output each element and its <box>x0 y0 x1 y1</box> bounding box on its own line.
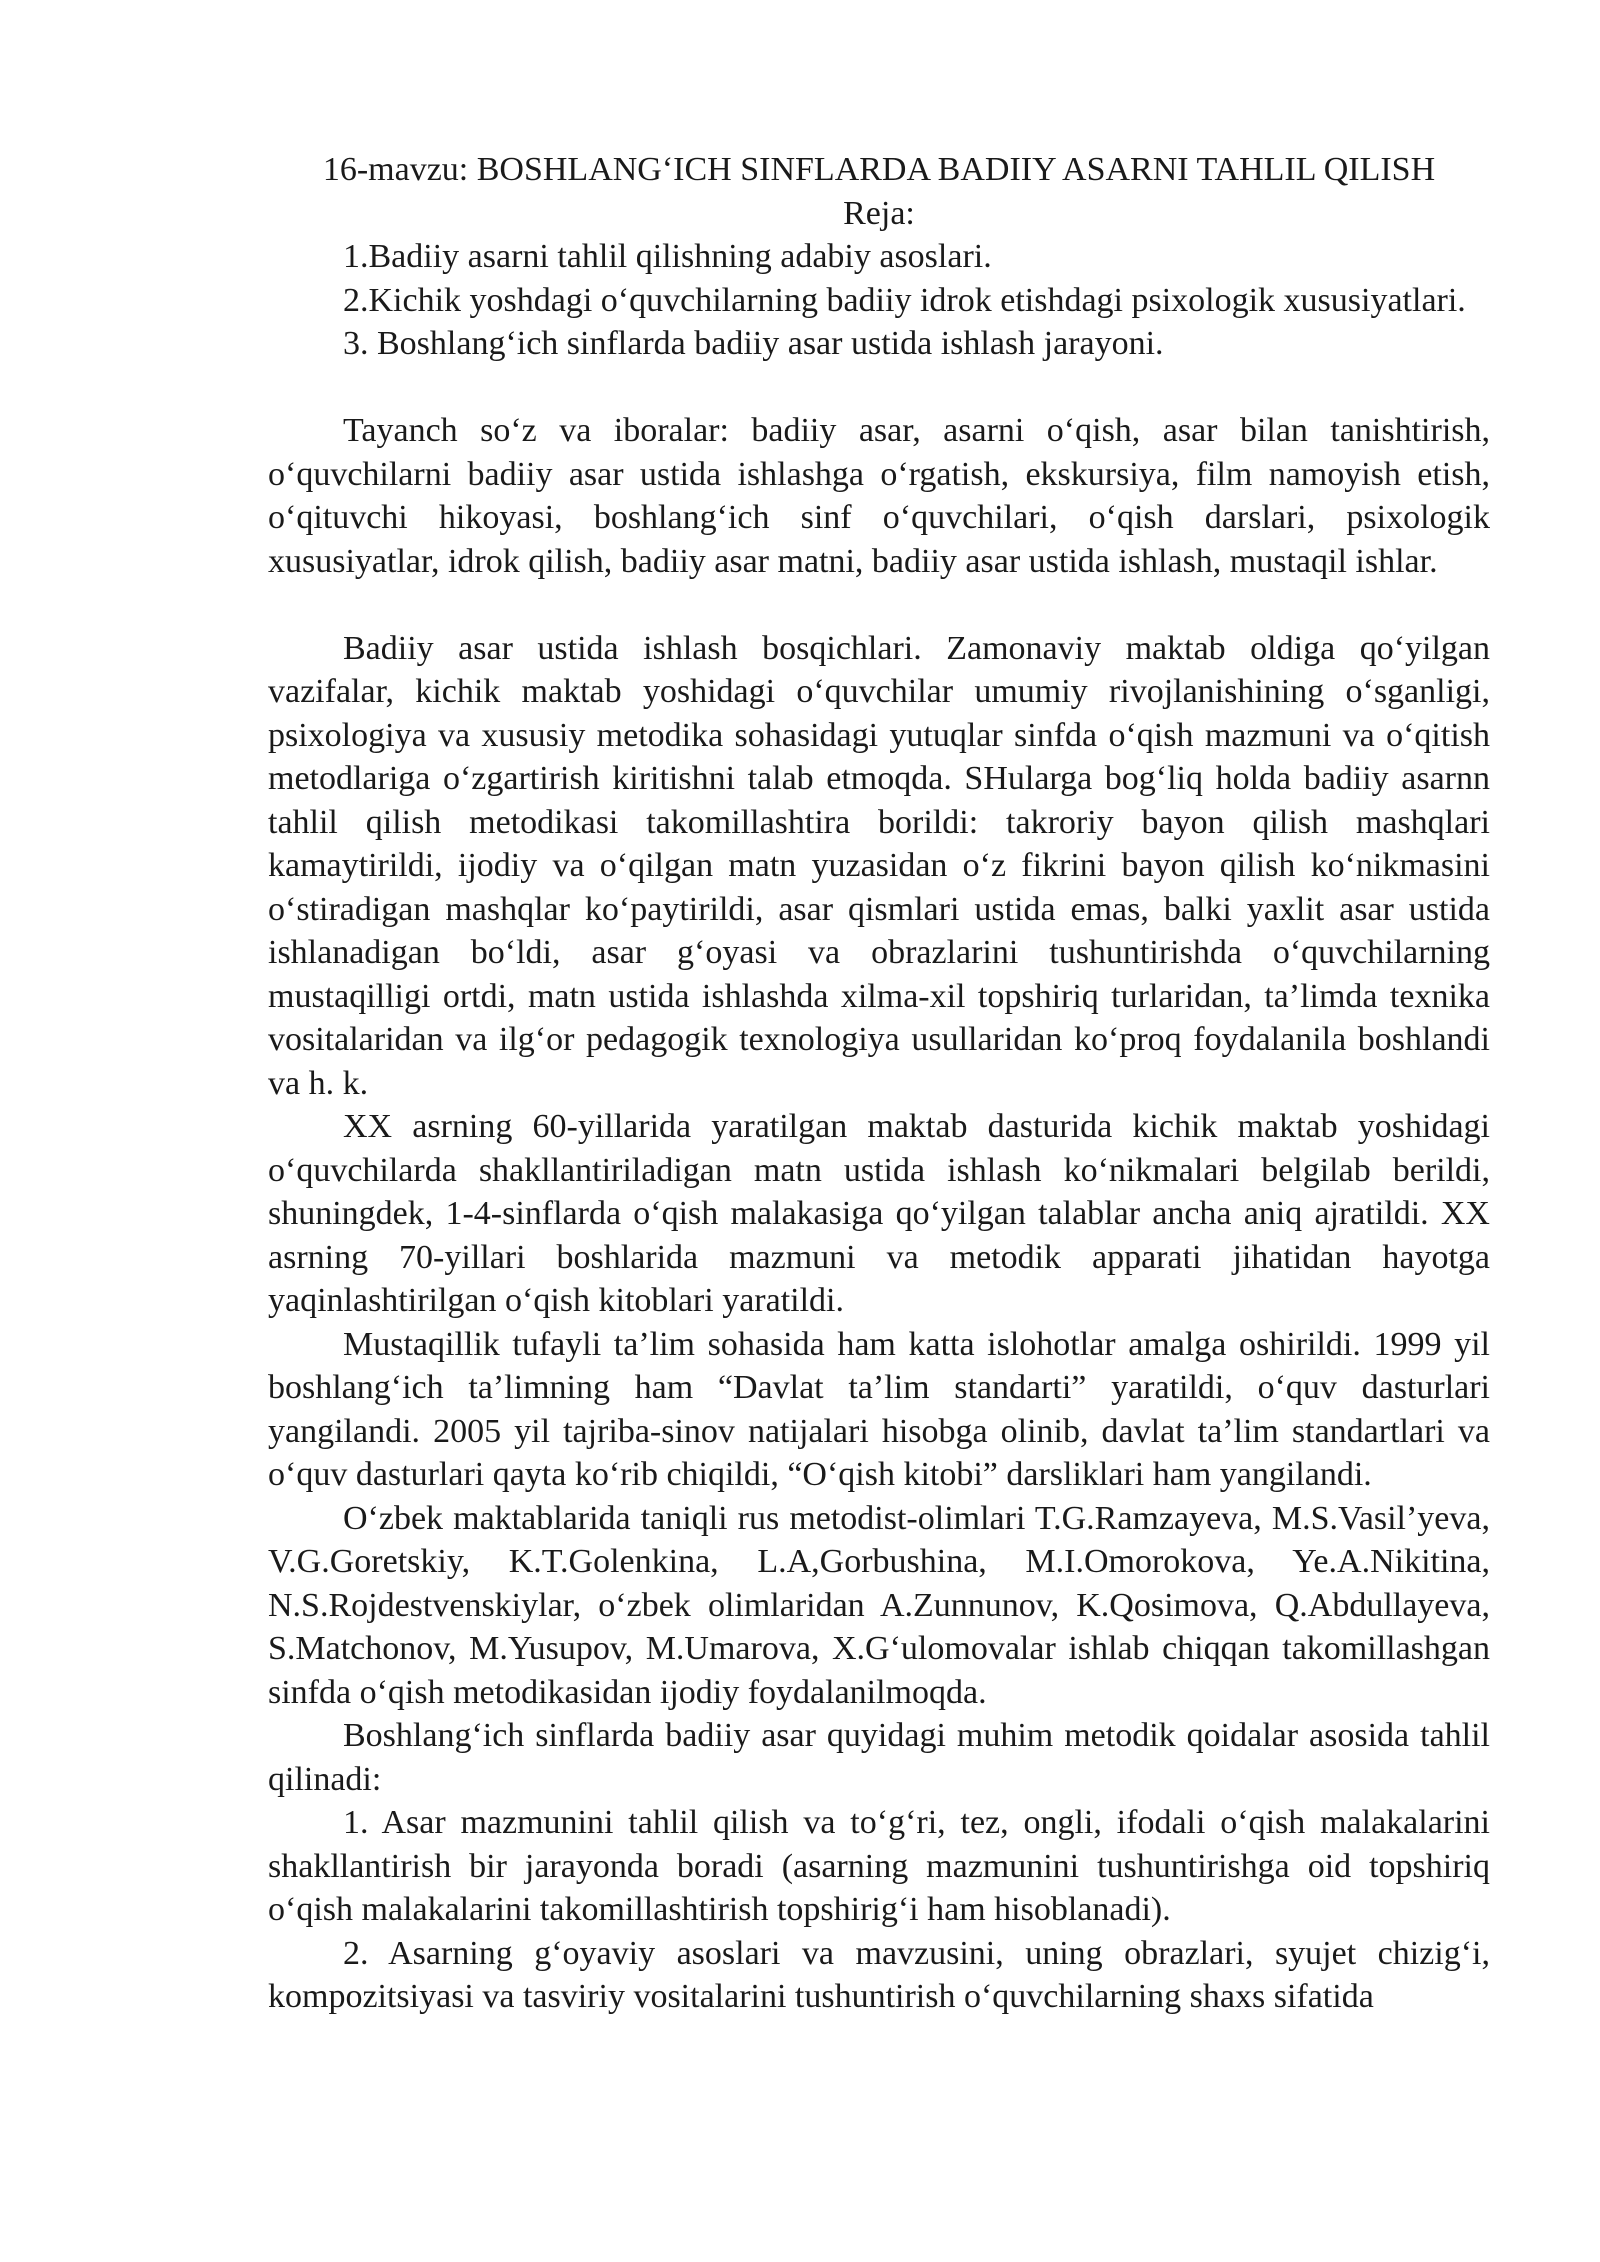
body-paragraph-rule-1: 1. Asar mazmunini tahlil qilish va to‘g‘ri, tez, ongli, ifodali o‘qish malakalarini shakllantirish bir jarayonda boradi (asarning mazmunini tushuntirishga oid topshiriq o‘qish malakalarini takomillashtirish topshirig‘i ham hisoblanadi). <box>268 1804 1490 1928</box>
plan-item-3: 3. Boshlang‘ich sinflarda badiiy asar ustida ishlash jarayoni. <box>343 325 1164 362</box>
document-body <box>268 148 1490 2019</box>
body-paragraph-1960s: XX asrning 60-yillarida yaratilgan maktab dasturida kichik maktab yoshidagi o‘quvchilarda shakllantiriladigan matn ustida ishlash ko‘nikmalari belgilab berildi, shuningdek, 1-4-sinflarda o‘qish malakasiga qo‘yilgan talablar ancha aniq ajratildi. XX asrning 70-yillari boshlarida mazmuni va metodik apparati jihatidan hayotga yaqinlashtirilgan o‘qish kitoblari yaratildi. <box>268 1108 1490 1319</box>
body-paragraph-rule-2: 2. Asarning g‘oyaviy asoslari va mavzusini, uning obrazlari, syujet chizig‘i, kompozitsiyasi va tasviriy vositalarini tushuntirish o‘quvchilarning shaxs sifatida <box>268 1934 1490 2015</box>
body-paragraph-methodists: O‘zbek maktablarida taniqli rus metodist-olimlari T.G.Ramzayeva, M.S.Vasil’yeva, V.G.Goretskiy, K.T.Golenkina, L.A,Gorbushina, M.I.Omorokova, Ye.A.Nikitina, N.S.Rojdestvenskiylar, o‘zbek olimlaridan A.Zunnunov, K.Qosimova, Q.Abdullayeva, S.Matchonov, M.Yusupov, M.Umarova, X.G‘ulomovalar ishlab chiqqan takomillashgan sinfda o‘qish metodikasidan ijodiy foydalanilmoqda. <box>268 1499 1490 1711</box>
plan-heading: Reja: <box>843 194 915 232</box>
page-title: 16-mavzu: BOSHLANG‘ICH SINFLARDA BADIIY ASARNI TAHLIL QILISH <box>322 151 1436 188</box>
body-paragraph-independence: Mustaqillik tufayli ta’lim sohasida ham katta islohotlar amalga oshirildi. 1999 yil boshlang‘ich ta’limning ham “Davlat ta’lim standarti” yaratildi, o‘quv dasturlari yangilandi. 2005 yil tajriba-sinov natijalari hisobga olinib, davlat ta’lim standartlari va o‘quv dasturlari qayta ko‘rib chiqildi, “O‘qish kitobi” darsliklari ham yangilandi. <box>268 1325 1490 1493</box>
body-paragraph-rules-intro: Boshlang‘ich sinflarda badiiy asar quyidagi muhim metodik qoidalar asosida tahlil qilinadi: <box>268 1717 1490 1798</box>
plan-item-1: 1.Badiiy asarni tahlil qilishning adabiy asoslari. <box>343 238 992 275</box>
keywords-paragraph: Tayanch so‘z va iboralar: badiiy asar, asarni o‘qish, asar bilan tanishtirish, o‘quvchilarni badiiy asar ustida ishlashga o‘rgatish, ekskursiya, film namoyish etish, o‘qituvchi hikoyasi, boshlang‘ich sinf o‘quvchilari, o‘qish darslari, psixologik xususiyatlar, idrok qilish, badiiy asar matni, badiiy asar ustida ishlash, mustaqil ishlar. <box>268 412 1490 580</box>
plan-item-2: 2.Kichik yoshdagi o‘quvchilarning badiiy idrok etishdagi psixologik xususiyatlari. <box>343 281 1466 319</box>
body-paragraph-stages: Badiiy asar ustida ishlash bosqichlari. Zamonaviy maktab oldiga qo‘yilgan vazifalar, kichik maktab yoshidagi o‘quvchilar umumiy rivojlanishining o‘sganligi, psixologiya va xususiy metodika sohasidagi yutuqlar sinfda o‘qish mazmuni va o‘qitish metodlariga o‘zgartirish kiritishni talab etmoqda. SHularga bog‘liq holda badiiy asarnn tahlil qilish metodikasi takomillashtira borildi: takroriy bayon qilish mashqlari kamaytirildi, ijodiy va o‘qilgan matn yuzasidan o‘z fikrini bayon qilish ko‘nikmasini o‘stiradigan mashqlar ko‘paytirildi, asar qismlari ustida emas, balki yaxlit asar ustida ishlanadigan bo‘ldi, asar g‘oyasi va obrazlarini tushuntirishda o‘quvchilarning mustaqilligi ortdi, matn ustida ishlashda xilma-xil topshiriq turlaridan, ta’limda texnika vositalaridan va ilg‘or pedagogik texnologiya usullaridan ko‘proq foydalanila boshlandi va h. k. <box>268 629 1490 1102</box>
